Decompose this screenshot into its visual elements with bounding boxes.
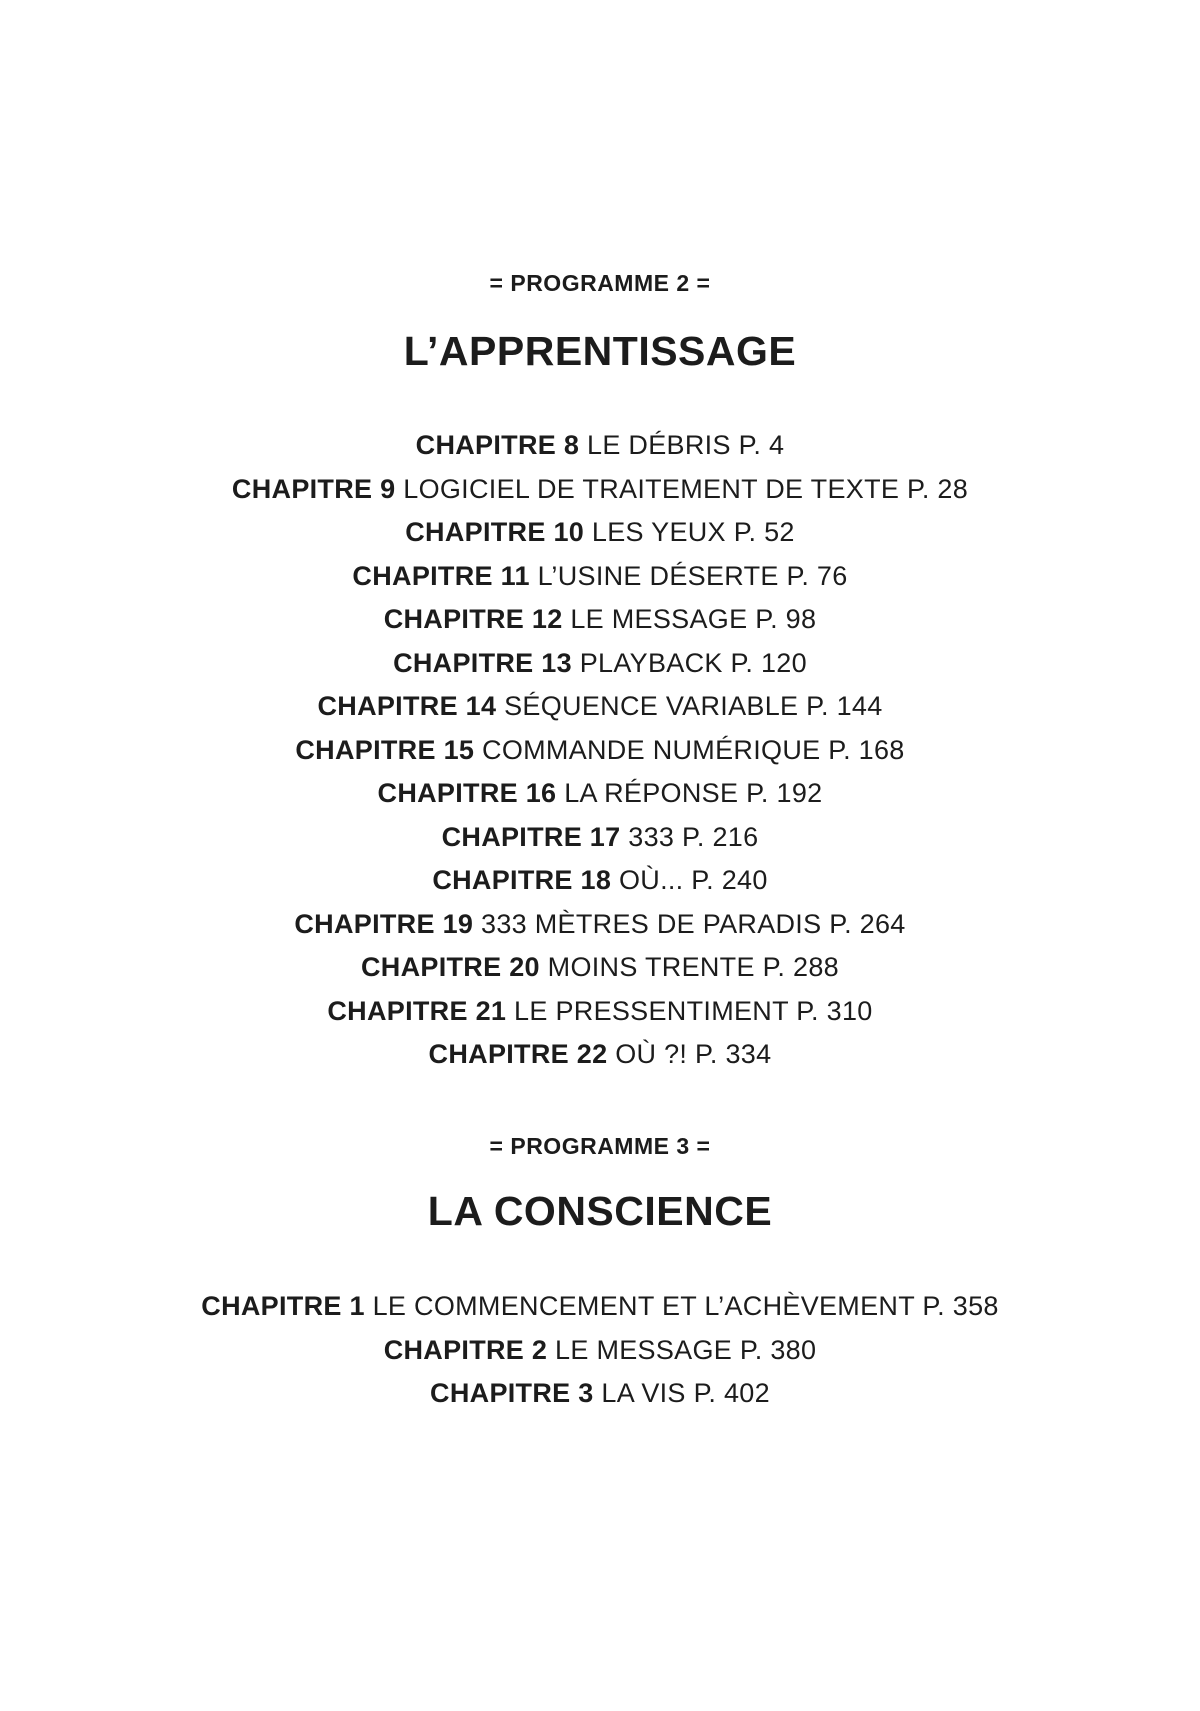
chapter-number-label: CHAPITRE 16 (377, 778, 557, 808)
chapter-entry (0, 903, 1200, 947)
chapter-list (0, 424, 1200, 1077)
chapter-entry (0, 424, 1200, 468)
chapter-page-number: P. 28 (906, 473, 969, 504)
chapter-number-label: CHAPITRE 8 (415, 430, 580, 460)
chapter-page-number: P. 310 (796, 995, 873, 1026)
chapter-page-number: P. 334 (695, 1039, 772, 1069)
chapter-title: COMMANDE NUMÉRIQUE (482, 734, 821, 765)
chapter-page-number: P. 168 (828, 734, 905, 765)
chapter-page-number: P. 380 (739, 1334, 817, 1365)
chapter-page-number: P. 402 (693, 1378, 770, 1408)
chapter-page-number: P. 264 (829, 908, 906, 939)
chapter-title: LE MESSAGE (555, 1334, 733, 1365)
chapter-page-number: P. 98 (755, 604, 817, 634)
chapter-number-label: CHAPITRE 22 (428, 1039, 608, 1069)
chapter-title: OÙ ?! (615, 1039, 688, 1069)
chapter-entry (0, 598, 1200, 642)
chapter-entry (0, 1285, 1200, 1329)
chapter-entry (0, 859, 1200, 903)
chapter-page-number: P. 192 (746, 778, 823, 808)
chapter-title: LA VIS (601, 1378, 686, 1408)
chapter-page-number: P. 52 (733, 517, 795, 547)
chapter-title: LES YEUX (591, 517, 726, 547)
chapter-number-label: CHAPITRE 17 (441, 821, 621, 852)
chapter-number-label: CHAPITRE 1 (201, 1291, 365, 1321)
chapter-number-label: CHAPITRE 10 (405, 517, 585, 547)
chapter-entry (0, 555, 1200, 599)
section-label: = PROGRAMME 3 = (489, 1133, 711, 1159)
chapter-entry (0, 685, 1200, 729)
chapter-title: LA RÉPONSE (564, 778, 739, 808)
chapter-entry (0, 642, 1200, 686)
chapter-page-number: P. 216 (682, 821, 759, 852)
chapter-entry (0, 990, 1200, 1034)
chapter-number-label: CHAPITRE 20 (361, 952, 540, 982)
chapter-number-label: CHAPITRE 15 (295, 734, 475, 765)
chapter-number-label: CHAPITRE 13 (393, 647, 572, 678)
chapter-title: MOINS TRENTE (547, 952, 755, 982)
toc-section-programme-2-title-wrap (0, 326, 1200, 376)
chapter-number-label: CHAPITRE 18 (432, 865, 612, 895)
chapter-page-number: P. 288 (762, 952, 839, 982)
toc-section-programme-3-title-wrap (0, 1186, 1200, 1236)
chapter-entry (0, 1033, 1200, 1077)
chapter-entry (0, 1372, 1200, 1416)
chapter-title: LE PRESSENTIMENT (514, 995, 789, 1026)
chapter-number-label: CHAPITRE 3 (430, 1378, 594, 1408)
chapter-title: LE DÉBRIS (587, 430, 731, 460)
chapter-page-number: P. 144 (806, 691, 883, 721)
chapter-number-label: CHAPITRE 2 (383, 1334, 548, 1365)
section-title: LA CONSCIENCE (427, 1188, 773, 1234)
chapter-number-label: CHAPITRE 12 (383, 604, 563, 634)
chapter-title: LE MESSAGE (570, 604, 748, 634)
chapter-title: PLAYBACK (579, 647, 723, 678)
chapter-entry (0, 772, 1200, 816)
chapter-page-number: P. 4 (738, 430, 785, 460)
chapter-title: OÙ... (618, 865, 684, 895)
chapter-title: LOGICIEL DE TRAITEMENT DE TEXTE (403, 473, 900, 504)
chapter-number-label: CHAPITRE 9 (231, 473, 396, 504)
chapter-entry (0, 946, 1200, 990)
chapter-entry (0, 1329, 1200, 1373)
chapter-entry (0, 729, 1200, 773)
chapter-entry (0, 511, 1200, 555)
chapter-title: 333 MÈTRES DE PARADIS (481, 908, 822, 939)
toc-section-programme-3 (0, 1131, 1200, 1161)
chapter-page-number: P. 76 (786, 560, 848, 591)
chapter-page-number: P. 240 (691, 865, 768, 895)
chapter-entry (0, 816, 1200, 860)
toc-section-programme-3-list-wrap (0, 1285, 1200, 1416)
chapter-title: L’USINE DÉSERTE (537, 560, 779, 591)
section-label: = PROGRAMME 2 = (489, 270, 711, 296)
chapter-number-label: CHAPITRE 11 (352, 560, 530, 591)
chapter-page-number: P. 358 (922, 1291, 999, 1321)
chapter-entry (0, 468, 1200, 512)
toc-section-programme-2 (0, 268, 1200, 298)
section-title: L’APPRENTISSAGE (403, 328, 797, 374)
chapter-title: SÉQUENCE VARIABLE (504, 691, 799, 721)
chapter-list (0, 1285, 1200, 1416)
chapter-title: LE COMMENCEMENT ET L’ACHÈVEMENT (372, 1291, 915, 1321)
chapter-title: 333 (628, 821, 675, 852)
toc-section-programme-2-list-wrap (0, 424, 1200, 1077)
chapter-page-number: P. 120 (730, 647, 807, 678)
chapter-number-label: CHAPITRE 19 (294, 908, 474, 939)
chapter-number-label: CHAPITRE 21 (327, 995, 507, 1026)
chapter-number-label: CHAPITRE 14 (317, 691, 497, 721)
